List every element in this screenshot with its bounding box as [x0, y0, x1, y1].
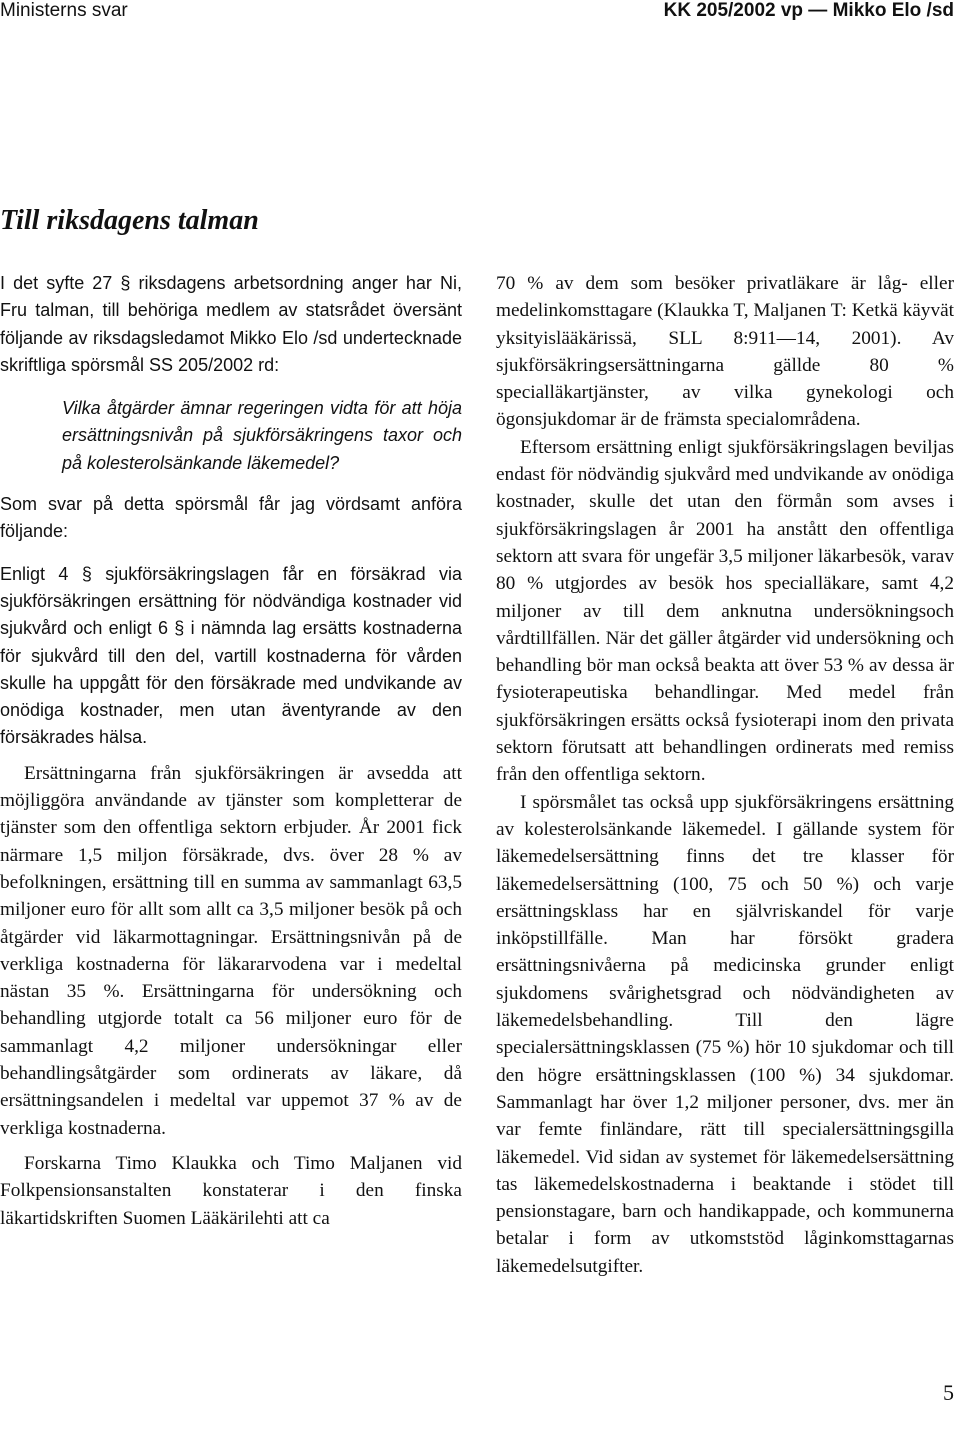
compensation-paragraph: Ersättningarna från sjukförsäkringen är avsedda att möjliggöra användande av tjänster som kompletterar de tjänster som den offentliga sektorn erbjuder. År 2001 fick närmare 1,5 miljon försäkrade, dvs. över 28 % av befolkningen, ersättning till en summa av sammanlagt 63,5 miljoner euro för allt som allt ca 3,5 miljoner besök på och åtgärder vid läkarmottagningar. Ersättningsnivån på de verkliga kostnaderna för läkararvodena var i medeltal nästan 35 %. Ersättningarna för undersökning och behandling utgjorde totalt ca 56 miljoner euro för de sammanlagt 4,2 miljoner undersökningar eller behandlingsåtgärder som ordinerats av läkare, då ersättningsandelen i medeltal var uppemot 37 % av de verkliga kostnaderna.	[0, 762, 462, 1139]
page-header	[0, 0, 960, 26]
public-sector-paragraph: Eftersom ersättning enligt sjukförsäkringslagen beviljas endast för nödvändig sjukvård med undvikande av onödiga kostnader, skulle det utan den förmån som avses i sjukförsäkringslagen år 2001 ha anstått den offentliga sektorn att svara för ungefär 3,5 miljoner läkarbesök, varav 80 % utgjordes av besök hos specialläkare, samt 4,2 miljoner av till dem anknutna undersökningsoch vårdtillfällen. När det gäller åtgärder vid undersökning och behandling bör man också beakta att över 53 % av dessa är fysioterapeutiska behandlingar. Med medel från sjukförsäkringen ersätts också fysioterapi inom den privata sektorn förutsatt att behandlingen ordinerats med remiss från den offentliga sektorn.	[496, 436, 954, 786]
right-column	[496, 270, 954, 1280]
header-document-id: KK 205/2002 vp — Mikko Elo /sd	[663, 0, 954, 21]
intro-paragraph: I det syfte 27 § riksdagens arbetsordning anger har Ni, Fru talman, till behöriga medlem av statsrådet översänt följande av riksdagsledamot Mikko Elo /sd undertecknade skriftliga spörsmål SS 205/2002 rd:	[0, 273, 462, 375]
header-section-label: Ministerns svar	[0, 0, 128, 21]
question-quote: Vilka åtgärder ämnar regeringen vidta för att höja ersättningsnivån på sjukförsäkringens taxor och på kolesterolsänkande läkemedel?	[62, 398, 462, 473]
left-column	[0, 270, 462, 1232]
document-title: Till riksdagens talman	[0, 205, 259, 236]
cholesterol-paragraph: I spörsmålet tas också upp sjukförsäkringens ersättning av kolesterolsänkande läkemedel. I gällande system för läkemedelsersättning finns det tre klasser för läkemedelsersättning (100, 75 och 50 %) och varje ersättningsklass har en självriskandel för varje inköpstillfälle. Man har försökt gradera ersättningsnivåerna på medicinska grunder enligt sjukdomens svårighetsgrad och nödvändigheten av läkemedelsbehandling. Till den lägre specialersättningsklassen (75 %) hör 10 sjukdomar och till den högre ersättningsklassen (100 %) 34 sjukdomar. Sammanlagt har över 1,2 miljoner personer, dvs. mer än var femte finländare, rätt till specialersättningsgilla läkemedel. Vid sidan av systemet för läkemedelsersättning tas läkemedelskostnaderna i beaktande i stödet till pensionstagare, barn och handikappade, och kommunerna betalar i form av utkomststöd låginkomsttagarnas läkemedelsutgifter.	[496, 791, 954, 1277]
page-number: 5	[943, 1380, 954, 1405]
answer-intro-paragraph: Som svar på detta spörsmål får jag vördsamt anföra följande:	[0, 494, 462, 542]
law-paragraph: Enligt 4 § sjukförsäkringslagen får en försäkrad via sjukförsäkringen ersättning för nödvändiga kostnader vid sjukvård och enligt 6 § i nämnda lag ersätts kostnaderna för sjukvård till den del, vartill kostnaderna för vården skulle ha uppgått för den försäkrade med undvikande av onödiga kostnader, men utan äventyrande av den försäkrades hälsa.	[0, 563, 462, 748]
researchers-paragraph: Forskarna Timo Klaukka och Timo Maljanen vid Folkpensionsanstalten konstaterar i den finska läkartidskriften Suomen Lääkärilehti att ca	[0, 1152, 462, 1229]
statistics-paragraph: 70 % av dem som besöker privatläkare är låg- eller medelinkomsttagare (Klaukka T, Maljanen T: Ketkä käyvät yksityislääkärissä, SLL 8:911—14, 2001). Av sjukförsäkringsersättningarna gällde 80 % specialläkartjänster, av vilka gynekologi och ögonsjukdomar är de främsta specialområdena.	[496, 273, 954, 431]
